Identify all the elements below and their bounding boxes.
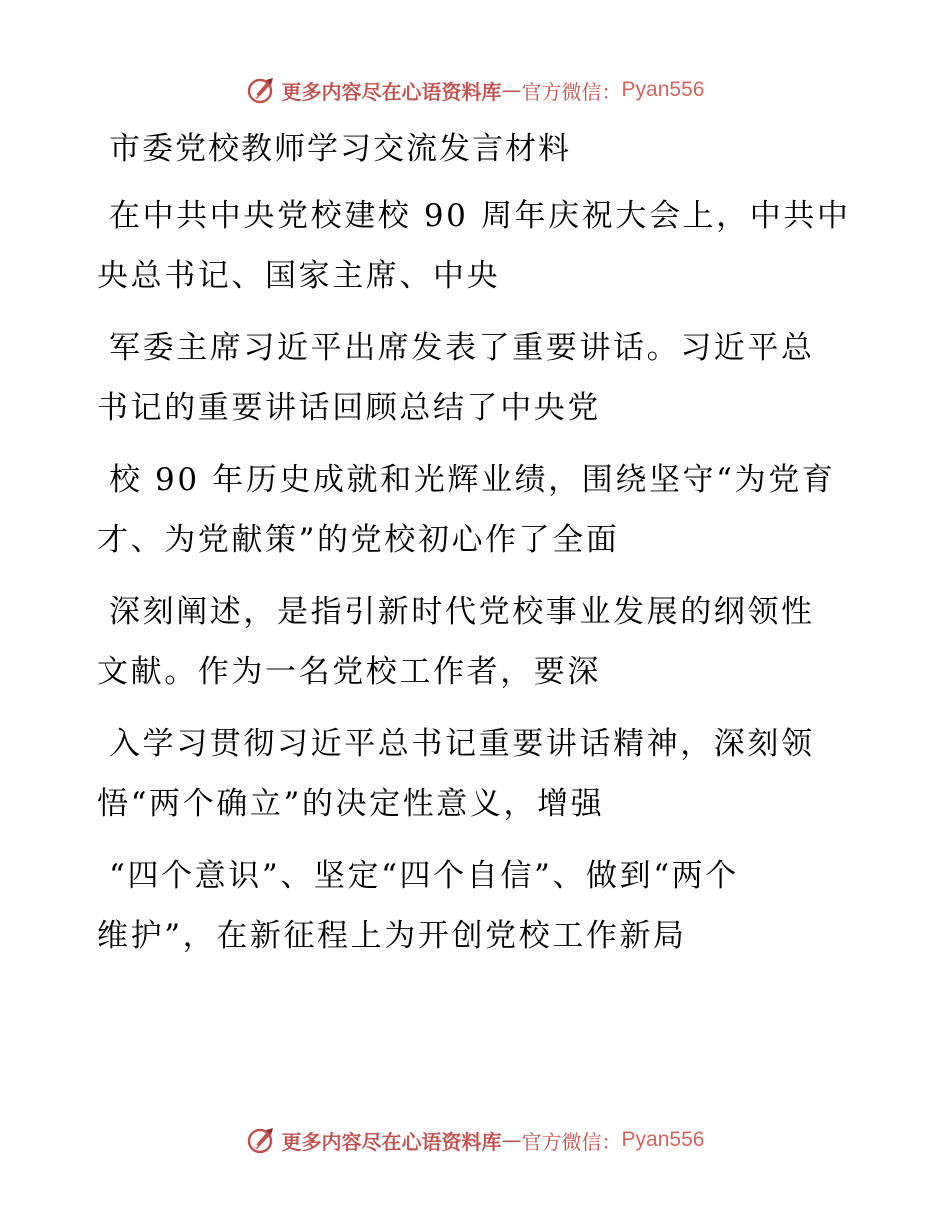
document-body (97, 122, 857, 978)
paragraph-line: 央总书记、国家主席、中央 (97, 258, 501, 294)
footer-watermark-banner (0, 1122, 950, 1158)
paragraph-line: 入学习贯彻习近平总书记重要讲话精神，深刻领 (109, 726, 815, 762)
banner-dash: — (501, 78, 522, 102)
paragraph-line: 在中共中央党校建校 90 周年庆祝大会上，中共中 (109, 198, 851, 234)
paragraph (97, 186, 857, 306)
paragraph (97, 582, 857, 702)
paragraph-line: 深刻阐述，是指引新时代党校事业发展的纲领性 (109, 594, 815, 630)
paragraph-line: 才、为党献策”的党校初心作了全面 (97, 522, 620, 558)
banner-account-id: Pyan556 (621, 1128, 705, 1151)
paragraph-line: 军委主席习近平出席发表了重要讲话。习近平总 (109, 330, 815, 366)
paragraph (97, 846, 857, 966)
paragraph-line: 书记的重要讲话回顾总结了中央党 (97, 390, 601, 426)
paragraph-line: 文献。作为一名党校工作者，要深 (97, 654, 601, 690)
banner-main-text: 更多内容尽在心语资料库 (281, 1129, 502, 1154)
banner-dash: — (501, 1128, 522, 1152)
paragraph (97, 714, 857, 834)
banner-account-id: Pyan556 (621, 78, 705, 101)
banner-official-label: 官方微信： (521, 79, 622, 104)
document-title: 市委党校教师学习交流发言材料 (109, 131, 571, 167)
paragraph (97, 318, 857, 438)
paragraph-line: 校 90 年历史成就和光辉业绩，围绕坚守“为党育 (109, 462, 836, 498)
paragraph-line: 悟“两个确立”的决定性意义，增强 (97, 786, 605, 822)
banner-main-text: 更多内容尽在心语资料库 (281, 79, 502, 104)
paragraph (97, 450, 857, 570)
paragraph-line: “四个意识”、坚定“四个自信”、做到“两个 (109, 858, 739, 894)
header-watermark-banner (0, 72, 950, 108)
banner-official-label: 官方微信： (521, 1129, 622, 1154)
quill-pen-logo-icon (246, 1125, 276, 1155)
quill-pen-logo-icon (246, 75, 276, 105)
paragraph-line: 维护”，在新征程上为开创党校工作新局 (97, 918, 687, 954)
